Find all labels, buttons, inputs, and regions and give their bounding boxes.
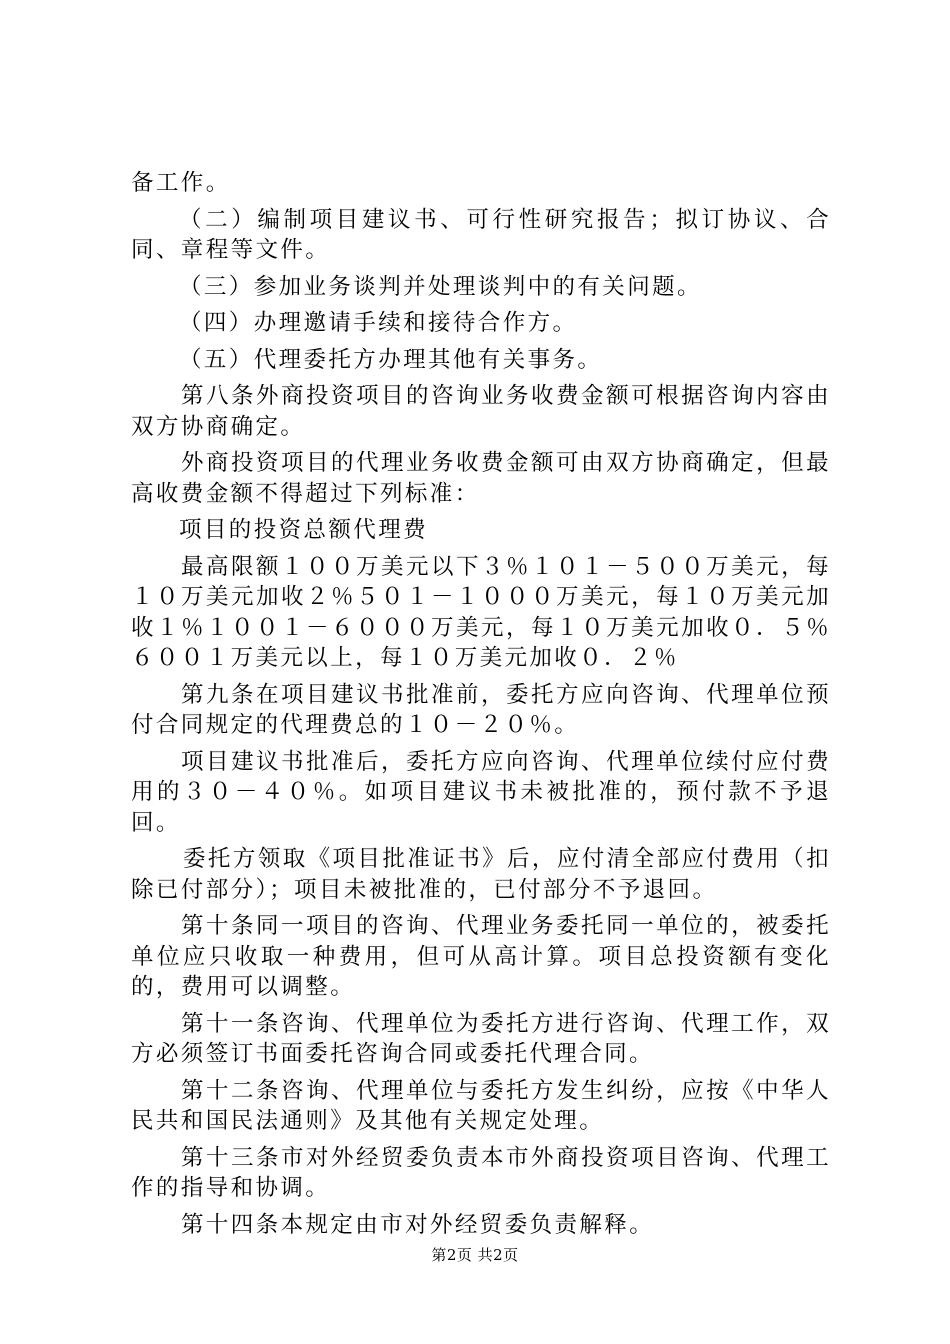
paragraph: 外商投资项目的代理业务收费金额可由双方协商确定，但最高收费金额不得超过下列标准： <box>131 450 831 507</box>
paragraph: 第十二条咨询、代理单位与委托方发生纠纷，应按《中华人民共和国民法通则》及其他有关规定处理。 <box>131 1077 831 1134</box>
paragraph: 备工作。 <box>131 170 231 196</box>
paragraph: 委托方领取《项目批准证书》后，应付清全部应付费用（扣除已付部分）；项目未被批准的，已付部分不予退回。 <box>131 846 831 903</box>
paragraph: （五）代理委托方办理其他有关事务。 <box>179 346 603 373</box>
paragraph: 第九条在项目建议书批准前，委托方应向咨询、代理单位预付合同规定的代理费总的１０－２０％。 <box>131 681 831 738</box>
page-footer: 第2页 共2页 <box>431 1246 519 1264</box>
paragraph: （二）编制项目建议书、可行性研究报告；拟订协议、合同、章程等文件。 <box>131 206 831 263</box>
paragraph: （四）办理邀请手续和接待合作方。 <box>179 310 578 336</box>
paragraph: 项目建议书批准后，委托方应向咨询、代理单位续付应付费用的３０－４０％。如项目建议书未被批准的，预付款不予退回。 <box>131 748 831 836</box>
paragraph: 第十三条市对外经贸委负责本市外商投资项目咨询、代理工作的指导和协调。 <box>131 1144 831 1201</box>
paragraph: 项目的投资总额代理费 <box>179 517 429 543</box>
paragraph: 第八条外商投资项目的咨询业务收费金额可根据咨询内容由双方协商确定。 <box>131 383 831 440</box>
paragraph: 第十一条咨询、代理单位为委托方进行咨询、代理工作，双方必须签订书面委托咨询合同或委托代理合同。 <box>131 1010 831 1067</box>
paragraph: 第十四条本规定由市对外经贸委负责解释。 <box>181 1211 655 1238</box>
paragraph: 第十条同一项目的咨询、代理业务委托同一单位的，被委托单位应只收取一种费用，但可从高计算。项目总投资额有变化的，费用可以调整。 <box>131 913 831 1000</box>
document-body <box>131 168 831 1246</box>
paragraph: 最高限额１００万美元以下３％１０１－５００万美元，每１０万美元加收２％５０１－１０００万美元，每１０万美元加收１％１００１－６０００万美元，每１０万美元加收０．５％６００１万美元以上，每１０万美元加收０．２％ <box>131 553 831 671</box>
paragraph: （三）参加业务谈判并处理谈判中的有关问题。 <box>179 273 702 300</box>
